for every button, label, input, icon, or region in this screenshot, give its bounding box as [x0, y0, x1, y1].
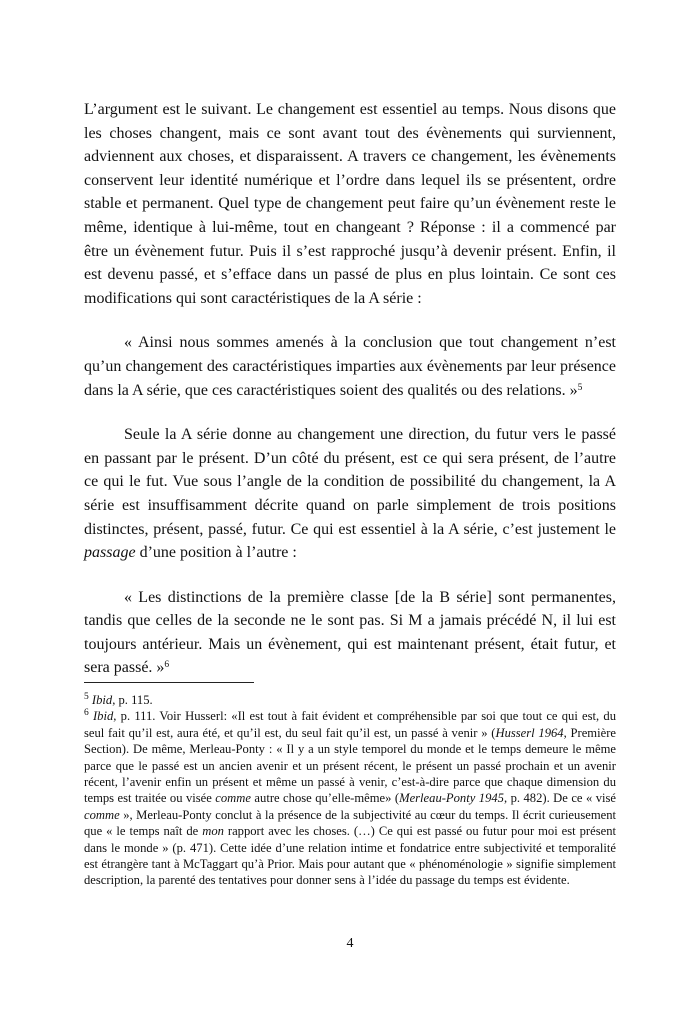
paragraph-a-series-end: d’une position à l’autre : [135, 544, 297, 562]
paragraph-argument-text: L’argument est le suivant. Le changement est essentiel au temps. Nous disons que les choses changent, mais ce sont avant tout des évènements qui surviennent, adviennent aux choses, et disparaissent. A travers ce changement, les évènements conservent leur identité numérique et l’ordre dans lequel ils se présentent, ordre stable et permanent. Quel type de changement peut faire qu’un évènement reste le même, identique à lui-même, tout en changeant ? Réponse : il a commencé par être un évènement futur. Puis il s’est rapproché jusqu’à devenir présent. Enfin, il est devenu passé, et s’efface dans un passé de plus en plus lointain. Ce sont ces modifications qui sont caractéristiques de la A série : [84, 101, 616, 307]
emphasis-comme-2: comme [84, 807, 120, 822]
footnote-separator [84, 682, 254, 683]
emphasis-comme-1: comme [215, 791, 251, 806]
quote-conclusion [84, 331, 616, 402]
footnote-ref-6[interactable]: 6 [164, 660, 170, 671]
footnote-6 [84, 708, 616, 888]
footnote-5-ibid: Ibid [91, 693, 113, 707]
page-number: 4 [346, 936, 354, 951]
footnote-6-text-6: rapport avec les choses. (…) Ce qui est passé ou futur pour moi est présent dans le monde » (p. 471). Cette idée d’une relation intime et fondatrice entre subjectivité et temporalité est étrangère tant à McTaggart qu’à Prior. Mais pour autant que « phénoménologie » signifie simplement description, la parenté des tentatives pour donner sens à l’idée du passage du temps est évidente. [84, 824, 616, 888]
footnote-6-text-5: », Merleau-Ponty conclut à la présence de la subjectivité au cœur du temps. Il écrit curieusement que « le temps naît de [84, 807, 616, 839]
paragraph-a-series [84, 423, 616, 565]
emphasis-passage: passage [84, 544, 136, 562]
footnotes [84, 692, 616, 889]
emphasis-mon: mon [202, 824, 224, 839]
paragraph-argument [84, 98, 616, 310]
footnote-6-text-1: , p. 111. Voir Husserl: «Il est tout à fait évident et compréhensible par soi que tout ce qui est, du seul fait qu’il est, aura été, et qu’il est, du seul fait qu’il est, un passé à venir » ( [84, 709, 617, 740]
footnote-5-text: , p. 115. [112, 693, 153, 707]
quote-distinctions [84, 586, 616, 680]
footnote-6-text-3: autre chose qu’elle-même» ( [250, 791, 400, 806]
footnote-number-5: 5 [84, 692, 89, 702]
footnote-6-text-4: , p. 482). De ce « visé [503, 791, 616, 806]
footnote-6-text-2: , Première Section). De même, Merleau-Ponty : « Il y a un style temporel du monde et le temps demeure le même parce que le passé est un ancien avenir et un présent récent, le présent un passé prochain et un avenir récent, l’avenir enfin un présent et même un passé à venir, c’est-à-dire parce que chaque dimension du temps est traitée ou visée [84, 725, 616, 806]
footnote-ref-5[interactable]: 5 [577, 382, 583, 393]
paragraph-a-series-text: Seule la A série donne au changement une direction, du futur vers le passé en passant par le présent. D’un côté du présent, est ce qui sera présent, de l’autre ce qui le fut. Vue sous l’angle de la condition de possibilité du changement, la A série est insuffisamment décrite quand on parle simplement de trois positions distinctes, présent, passé, futur. Ce qui est essentiel à la A série, c’est justement le [84, 426, 616, 538]
footnote-6-ibid: Ibid [92, 709, 114, 724]
body-text [84, 98, 616, 680]
footnote-5 [84, 692, 616, 708]
citation-husserl-1964: Husserl 1964 [495, 725, 564, 740]
quote-conclusion-text: « Ainsi nous sommes amenés à la conclusion que tout changement n’est qu’un changement des caractéristiques imparties aux évènements par leur présence dans la A série, que ces caractéristiques soient des qualités ou des relations. » [84, 334, 616, 399]
footnote-number-6: 6 [84, 708, 89, 719]
citation-merleau-ponty-1945: Merleau-Ponty 1945 [399, 791, 504, 806]
quote-distinctions-text: « Les distinctions de la première classe [de la B série] sont permanentes, tandis que celles de la seconde ne le sont pas. Si M a jamais précédé N, il lui est toujours antérieur. Mais un évènement, qui est maintenant présent, était futur, et sera passé. » [84, 588, 616, 677]
